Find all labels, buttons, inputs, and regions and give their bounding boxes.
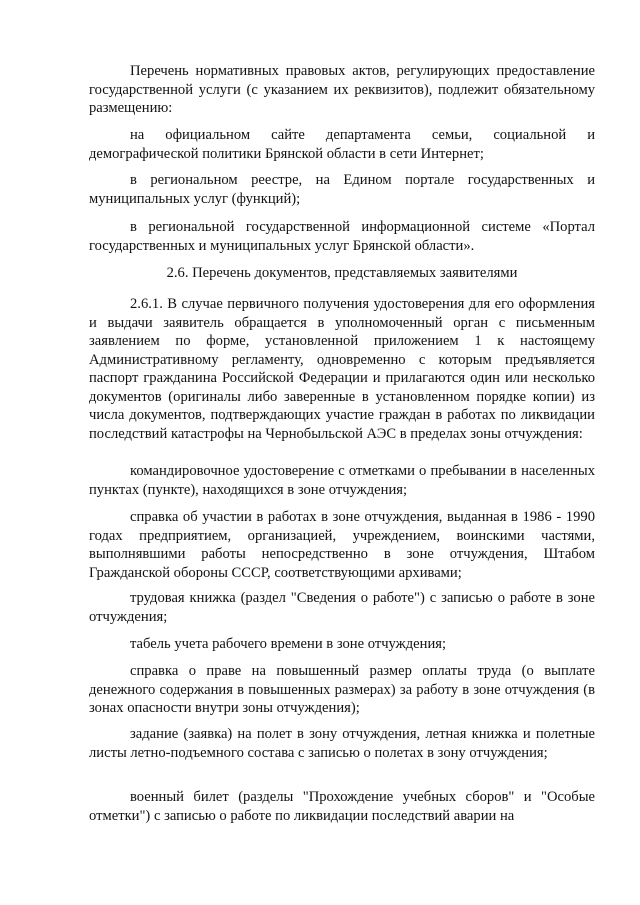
paragraph-regional-portal: в региональной государственной информационной системе «Портал государственных и муниципальных услуг Брянской области». [89, 219, 595, 254]
list-item-participation-certificate: справка об участии в работах в зоне отчуждения, выданная в 1986 - 1990 годах предприятием, организацией, учреждением, воинскими частями, выполнявшими работы непосредственно в зоне отчуждения, Штабом Гражданской обороны СССР, соответствующими архивами; [89, 509, 595, 581]
list-item-timesheet: табель учета рабочего времени в зоне отчуждения; [130, 636, 447, 652]
paragraph-regional-registry: в региональном реестре, на Едином портале государственных и муниципальных услуг (функций); [89, 172, 595, 207]
list-item-flight-assignment: задание (заявка) на полет в зону отчуждения, летная книжка и полетные листы летно-подъемного состава с записью о полетах в зону отчуждения; [89, 726, 595, 761]
list-item-military-id: военный билет (разделы "Прохождение учебных сборов" и "Особые отметки") с записью о работе по ликвидации последствий аварии на [89, 789, 595, 824]
paragraph-legal-acts-list: Перечень нормативных правовых актов, регулирующих предоставление государственной услуги (с указанием их реквизитов), подлежит обязательному размещению: [89, 63, 595, 116]
paragraph-official-site: на официальном сайте департамента семьи, социальной и демографической политики Брянской области в сети Интернет; [89, 127, 595, 162]
paragraph-2-6-1: 2.6.1. В случае первичного получения удостоверения для его оформления и выдачи заявитель обращается в уполномоченный орган с письменным заявлением по форме, установленной приложением 1 к настоящему Административному регламенту, одновременно с которым предъявляется паспорт гражданина Российской Федерации и прилагаются один или несколько документов (оригиналы либо заверенные в установленном порядке копии) из числа документов, подтверждающих участие граждан в работах по ликвидации последствий катастрофы на Чернобыльской АЭС в пределах зоны отчуждения: [89, 296, 595, 442]
section-heading-2-6: 2.6. Перечень документов, представляемых заявителями [166, 265, 518, 281]
list-item-pay-certificate: справка о праве на повышенный размер оплаты труда (о выплате денежного содержания в повышенных размерах) за работу в зоне отчуждения (в зонах опасности внутри зоны отчуждения); [89, 663, 595, 716]
list-item-employment-book: трудовая книжка (раздел "Сведения о работе") с записью о работе в зоне отчуждения; [89, 590, 595, 625]
list-item-travel-certificate: командировочное удостоверение с отметками о пребывании в населенных пунктах (пункте), находящихся в зоне отчуждения; [89, 463, 595, 498]
